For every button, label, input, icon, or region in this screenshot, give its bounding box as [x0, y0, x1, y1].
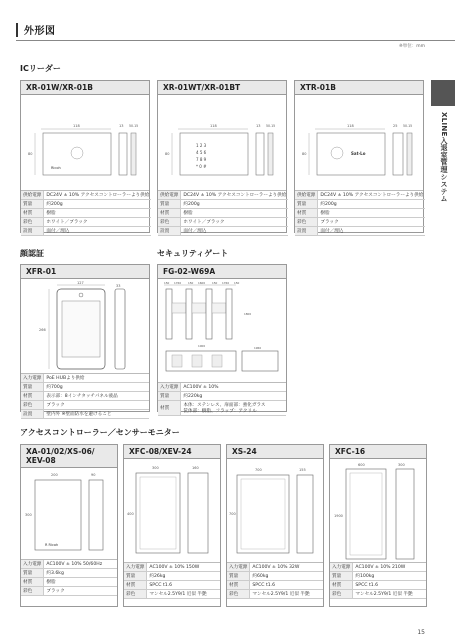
- svg-text:150: 150: [188, 281, 194, 285]
- side-tab: [431, 80, 455, 106]
- page-number: 15: [417, 629, 425, 636]
- spec-table: [295, 191, 425, 236]
- spec-row: 彩色 ブラック: [21, 401, 149, 410]
- terminal-screen: [62, 301, 100, 357]
- dim-height: 266: [39, 328, 46, 332]
- spec-row: 供給電源 DC24V ± 10% アクセスコントローラーより供給: [23, 193, 150, 198]
- dim-width: 300: [152, 466, 159, 470]
- figure-xa01: [21, 468, 117, 560]
- spec-row: 材質 SPCC t1.6: [330, 581, 426, 590]
- section-ic-reader: ICリーダー: [20, 64, 61, 73]
- spec-row: 入力電源 AC100V ± 10% 150W: [124, 563, 220, 572]
- spec-row: 彩色 ホワイト／ブラック: [21, 218, 151, 227]
- card-title: XR-01W/XR-01B: [21, 81, 149, 95]
- cabinet-side: [396, 469, 414, 559]
- spec-table: [158, 191, 288, 236]
- card-title: XTR-01B: [295, 81, 423, 95]
- reader-side: [393, 133, 403, 175]
- cabinet-side: [297, 475, 313, 553]
- spec-table: [21, 560, 117, 596]
- drawing-xfr01: [21, 279, 149, 374]
- svg-text:1760: 1760: [174, 281, 182, 285]
- card-xfc16: [329, 444, 427, 607]
- dim-width: 200: [51, 473, 58, 477]
- page-title: 外形図: [24, 26, 56, 37]
- dim-width: 118: [73, 124, 80, 128]
- keypad-row-3: 7 8 9: [196, 157, 207, 162]
- spec-row: 質量 約60kg: [227, 572, 323, 581]
- dim-depth: 25: [393, 124, 398, 128]
- dim-width: 118: [347, 124, 354, 128]
- dim-width: 700: [255, 468, 262, 472]
- gate-flap-2: [192, 303, 206, 313]
- figure-xfr01: [21, 279, 149, 374]
- svg-text:150: 150: [164, 281, 170, 285]
- drawing-xr01w: [21, 95, 149, 191]
- card-title: XA-01/02/XS-06/: [26, 447, 95, 456]
- dim-depth: 160: [192, 466, 199, 470]
- controller-front: [35, 480, 81, 550]
- dim-height: 80: [302, 152, 307, 156]
- spec-row: 設置 面付／埋込: [158, 227, 288, 236]
- spec-row: 材質 樹脂: [21, 578, 117, 587]
- spec-row: 質量 約200g: [158, 200, 288, 209]
- keypad-row-1: 1 2 3: [196, 143, 207, 148]
- gate-flap-1: [172, 303, 186, 313]
- gate-pillar-2: [186, 289, 192, 339]
- spec-table: [124, 563, 220, 599]
- svg-text:1600: 1600: [198, 281, 206, 285]
- dim-height: 1900: [334, 514, 343, 518]
- spec-row: 彩色 マンセル2.5Y9/1 近似 半艶: [124, 590, 220, 599]
- dim-depth: 300: [398, 463, 405, 467]
- gate-pillar-1: [166, 289, 172, 339]
- spec-table: [227, 563, 323, 599]
- dim-depth2: 50.15: [403, 124, 413, 128]
- svg-text:1960: 1960: [254, 346, 262, 350]
- svg-text:150: 150: [212, 281, 218, 285]
- svg-text:1800: 1800: [244, 312, 252, 316]
- card-xfc08: [123, 444, 221, 607]
- spec-row: 材質 樹脂: [158, 209, 288, 218]
- terminal-side: [115, 289, 125, 369]
- dim-width: 127: [77, 281, 84, 285]
- spec-row: 設置 面付／埋込: [295, 227, 425, 236]
- card-xfr01: [20, 264, 150, 417]
- card-title: FG-02-W69A: [158, 265, 286, 279]
- drawing-xs24: [227, 459, 323, 563]
- spec-row: 質量 約700g: [21, 383, 149, 392]
- spec-row: 彩色 マンセル2.5Y9/1 近似 半艶: [330, 590, 426, 599]
- card-xa01: [20, 444, 118, 607]
- spec-table: [330, 563, 426, 599]
- section-face: 顔認証: [20, 249, 44, 258]
- svg-text:1000: 1000: [198, 344, 206, 348]
- reader-mount: [268, 133, 273, 175]
- spec-row: 入力電源 AC100V ± 10% 32W: [227, 563, 323, 572]
- spec-table: [158, 383, 286, 416]
- drawing-xfc16: [330, 459, 426, 563]
- spec-row: 質量 約200g: [21, 200, 151, 209]
- spec-row: 材質 SPCC t1.6: [227, 581, 323, 590]
- spec-row: 質量 約200g: [295, 200, 425, 209]
- reader-mount: [407, 133, 412, 175]
- card-fg02: [157, 264, 287, 412]
- card-title: XFR-01: [21, 265, 149, 279]
- reader-side: [256, 133, 264, 175]
- front-logo: Ricoh: [51, 166, 61, 170]
- gate-pillar-4: [226, 289, 232, 339]
- figure-xfc08: [124, 459, 220, 563]
- dim-height: 700: [229, 512, 236, 516]
- dim-depth: 90: [91, 473, 96, 477]
- spec-row: 供給電源 DC24V ± 10% アクセスコントローラーより供給: [297, 193, 424, 198]
- spec-row: 材質 SPCC t1.6: [124, 581, 220, 590]
- dim-depth: 13: [119, 124, 124, 128]
- drawing-xr01wt: [158, 95, 286, 191]
- figure-xfc16: [330, 459, 426, 563]
- dim-width: 600: [358, 463, 365, 467]
- spec-row: 質量 約3.6kg: [21, 569, 117, 578]
- side-label: XLINE入退室管理システム: [440, 112, 448, 203]
- spec-row: 材質 樹脂: [295, 209, 425, 218]
- spec-row: 設置 壁内外 ※壁面防水を避けること: [21, 410, 149, 419]
- dim-depth2: 50.15: [129, 124, 139, 128]
- section-security-gate: セキュリティゲート: [157, 249, 229, 258]
- gate-flap-3: [212, 303, 226, 313]
- keypad-row-2: 4 5 6: [196, 150, 207, 155]
- drawing-xfc08: [124, 459, 220, 563]
- figure-xr01w: [21, 95, 149, 191]
- figure-fg02: [158, 279, 286, 383]
- cabinet-side: [188, 473, 208, 553]
- spec-table: [21, 191, 151, 236]
- drawing-xtr01b: [295, 95, 423, 191]
- gate-side-view: [242, 351, 278, 371]
- spec-row: 入力電源 PoE HUBより供給: [21, 374, 149, 383]
- dim-height: 80: [28, 152, 33, 156]
- card-title: XFC-08/XEV-24: [124, 445, 220, 459]
- header-bar: [16, 23, 18, 37]
- cabinet-front: [136, 473, 180, 553]
- card-xr01w: [20, 80, 150, 233]
- front-logo: Sat-Lo: [351, 151, 366, 156]
- spec-row: 彩色 マンセル2.5Y9/1 近似 半艶: [227, 590, 323, 599]
- dim-depth: 155: [299, 468, 306, 472]
- spec-row: 材質 表示部：8インチタッチパネル液晶: [21, 392, 149, 401]
- figure-xtr01b: [295, 95, 423, 191]
- drawing-fg02: [158, 279, 286, 383]
- reader-mount: [131, 133, 136, 175]
- keypad-row-4: * 0 #: [196, 164, 207, 169]
- dim-depth: 33: [116, 284, 121, 288]
- card-title: XS-24: [227, 445, 323, 459]
- controller-side: [89, 480, 103, 550]
- card-title-line2: XEV-08: [26, 456, 56, 465]
- card-title-block: [21, 445, 117, 468]
- cabinet-front: [346, 469, 386, 559]
- unit-note: ※単位：mm: [398, 44, 425, 49]
- page-header: [16, 22, 56, 37]
- cabinet-front: [237, 475, 289, 553]
- spec-row: 質量 約220kg: [158, 392, 286, 401]
- reader-side: [119, 133, 127, 175]
- card-title: XR-01WT/XR-01BT: [158, 81, 286, 95]
- spec-row: 質量 約26kg: [124, 572, 220, 581]
- spec-row: 材質 本体：ステンレス、扉面部：強化ガラス 筐体部：樹脂、フラップ：アクリル: [158, 401, 286, 416]
- spec-row: 彩色 ホワイト／ブラック: [158, 218, 288, 227]
- dim-height: 300: [25, 513, 32, 517]
- dim-height: 400: [127, 512, 134, 516]
- figure-xs24: [227, 459, 323, 563]
- dim-width: 118: [210, 124, 217, 128]
- dim-depth2: 50.15: [266, 124, 276, 128]
- drawing-xa01: [21, 468, 117, 560]
- spec-row: 入力電源 AC100V ± 10% 210W: [330, 563, 426, 572]
- svg-text:1760: 1760: [222, 281, 230, 285]
- figure-xr01wt: [158, 95, 286, 191]
- spec-table: [21, 374, 149, 419]
- spec-row: 供給電源 DC24V ± 10% アクセスコントローラーより供給: [160, 193, 287, 198]
- spec-row: 彩色 ブラック: [21, 587, 117, 596]
- card-title: XFC-16: [330, 445, 426, 459]
- section-access-controller: アクセスコントローラー／センサーモニター: [20, 428, 180, 437]
- spec-row: 入力電源 AC100V ± 10% 50/60Hz: [21, 560, 117, 569]
- dim-depth: 13: [256, 124, 261, 128]
- reader-front: [180, 133, 248, 175]
- header-divider: [16, 40, 455, 41]
- spec-row: 材質 樹脂: [21, 209, 151, 218]
- spec-row: 質量 約100kg: [330, 572, 426, 581]
- card-xs24: [226, 444, 324, 607]
- gate-pillar-3: [206, 289, 212, 339]
- dim-height: 80: [165, 152, 170, 156]
- card-xtr01b: [294, 80, 424, 233]
- svg-text:150: 150: [234, 281, 240, 285]
- spec-row: 彩色 ブラック: [295, 218, 425, 227]
- front-logo: R Ricoh: [45, 543, 59, 547]
- spec-row: 設置 面付／埋込: [21, 227, 151, 236]
- spec-row: 入力電源 AC100V ± 10%: [158, 383, 286, 392]
- card-xr01wt: [157, 80, 287, 233]
